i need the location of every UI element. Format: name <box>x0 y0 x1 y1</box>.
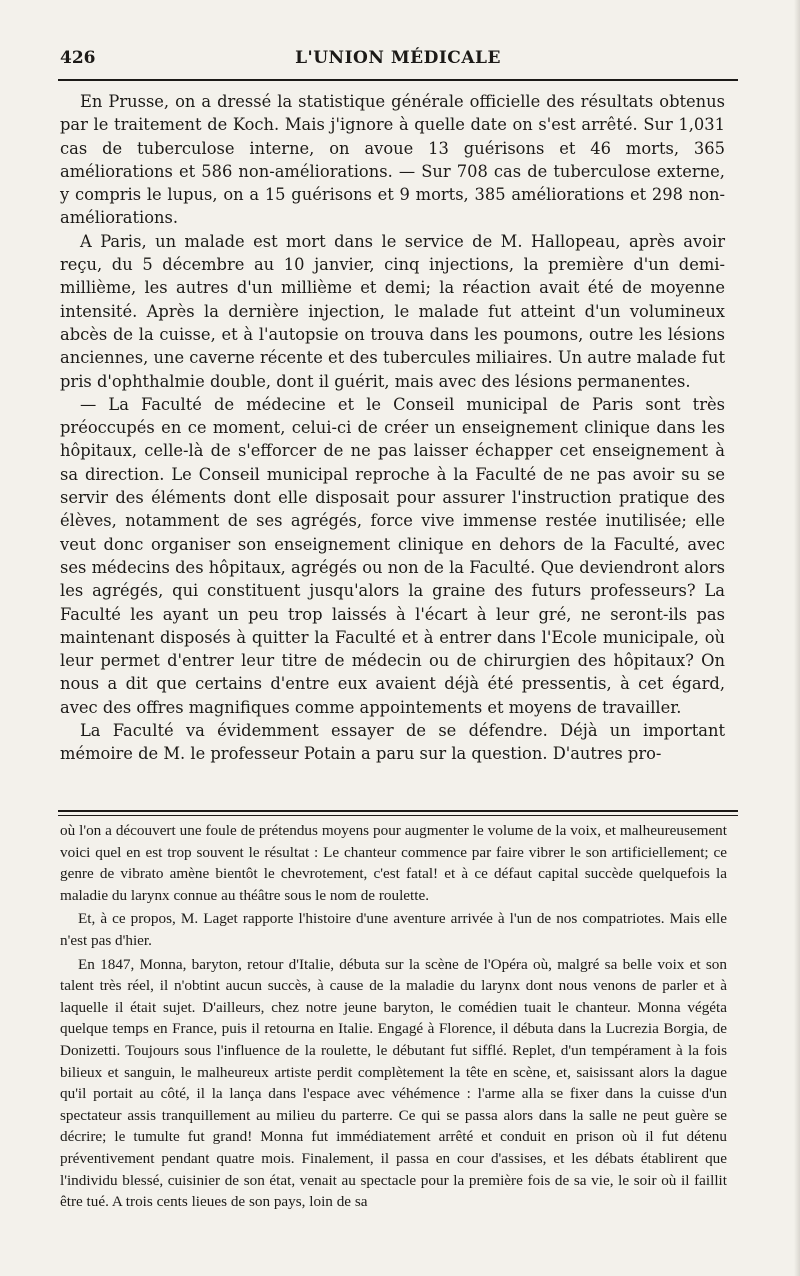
footnote-paragraph: Et, à ce propos, M. Laget rapporte l'histoire d'une aventure arrivée à l'un de nos compatriotes. Mais elle n'est pas d'hier. <box>60 910 727 949</box>
main-paragraph: En Prusse, on a dressé la statistique générale officielle des résultats obtenus par le traitement de Koch. Mais j'ignore à quelle date on s'est arrêté. Sur 1,031 cas de tuberculose interne, on avoue 13 guérisons et 46 morts, 365 améliorations et 586 non-améliorations. — Sur 708 cas de tuberculose externe, y compris le lupus, on a 15 guérisons et 9 morts, 385 améliorations et 298 non-améliorations. <box>60 92 725 228</box>
footnote-paragraph: où l'on a découvert une foule de prétendus moyens pour augmenter le volume de la voix, et malheureusement voici quel en est trop souvent le résultat : Le chanteur commence par faire vibrer le son artificiellement; ce genre de vibrato amène bientôt le chevrotement, c'est fatal! et à ce défaut capital succède quelquefois la maladie du larynx connue au théâtre sous le nom de roulette. <box>60 822 727 904</box>
footnote-paragraph: En 1847, Monna, baryton, retour d'Italie, débuta sur la scène de l'Opéra où, malgré sa belle voix et son talent très réel, il n'obtint aucun succès, à cause de la maladie du larynx dont nous venons de parler et à laquelle il était sujet. D'ailleurs, chez notre jeune baryton, le comédien tuait le chanteur. Monna végéta quelque temps en France, puis il retourna en Italie. Engagé à Florence, il débuta dans la Lucrezia Borgia, de Donizetti. Toujours sous l'influence de la roulette, le débutant fut sifflé. Replet, d'un tempérament à la fois bilieux et sanguin, le malheureux artiste perdit complètement la tête en scène, et, saisissant alors la dague qu'il portait au côté, il la lança dans l'espace avec véhémence : l'arme alla se fixer dans la cuisse d'un spectateur assis tranquillement au milieu du parterre. Ce qui se passa alors dans la salle ne peut guère se décrire; le tumulte fut grand! Monna fut immédiatement arrêté et conduit en prison où il fut détenu préventivement pendant quatre mois. Finalement, il passa en cour d'assises, et les débats établirent que l'individu blessé, cuisinier de son état, venait au spectacle pour la première fois de sa vie, le soir où il faillit être tué. A trois cents lieues de son pays, loin de sa <box>60 955 727 1211</box>
header-rule <box>58 79 738 81</box>
footnotes-section <box>60 820 727 1215</box>
main-text-body <box>60 90 725 766</box>
main-paragraph: — La Faculté de médecine et le Conseil municipal de Paris sont très préoccupés en ce moment, celui-ci de créer un enseignement clinique dans les hôpitaux, celle-là de s'efforcer de ne pas laisser échapper cet enseignement à sa direction. Le Conseil municipal reproche à la Faculté de ne pas avoir su se servir des éléments dont elle disposait pour assurer l'instruction pratique des élèves, notamment de ses agrégés, force vive immense restée inutilisée; elle veut donc organiser son enseignement clinique en dehors de la Faculté, avec ses médecins des hôpitaux, agrégés ou non de la Faculté. Que deviendront alors les agrégés, qui constituent jusqu'alors la graine des futurs professeurs? La Faculté les ayant un peu trop laissés à l'écart à leur gré, ne seront-ils pas maintenant disposés à quitter la Faculté et à entrer dans l'Ecole municipale, où leur permet d'entrer leur titre de médecin ou de chirurgien des hôpitaux? On nous a dit que certains d'entre eux avaient déjà été pressentis, à cet égard, avec des offres magnifiques comme appointements et moyens de travailler. <box>60 394 725 717</box>
footnote-separator-thick <box>58 810 738 812</box>
main-paragraph: A Paris, un malade est mort dans le service de M. Hallopeau, après avoir reçu, du 5 décembre au 10 janvier, cinq injections, la première d'un demi-millième, les autres d'un millième et demi; la réaction avait été de moyenne intensité. Après la dernière injection, le malade fut atteint d'un volumineux abcès de la cuisse, et à l'autopsie on trouva dans les poumons, outre les lésions anciennes, une caverne récente et des tubercules miliaires. Un autre malade fut pris d'ophthalmie double, dont il guérit, mais avec des lésions permanentes. <box>60 231 725 391</box>
footnote-separator-thin <box>58 815 738 816</box>
running-title: L'UNION MÉDICALE <box>295 48 501 68</box>
main-paragraph: La Faculté va évidemment essayer de se défendre. Déjà un important mémoire de M. le professeur Potain a paru sur la question. D'autres pro- <box>60 721 725 764</box>
page-edge-shadow <box>794 0 800 1276</box>
page-number: 426 <box>60 48 96 68</box>
page-header <box>58 44 738 76</box>
